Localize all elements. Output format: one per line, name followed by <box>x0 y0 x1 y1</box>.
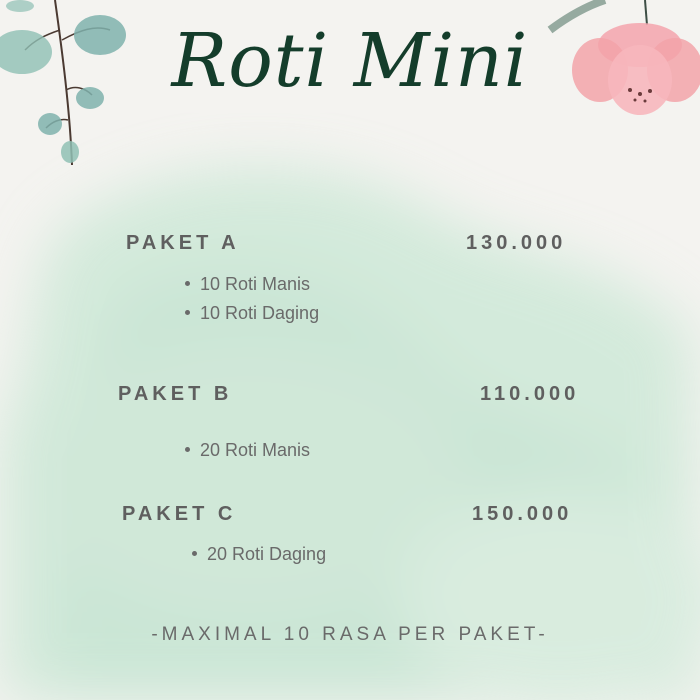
bullet-icon <box>192 551 197 556</box>
list-item: 10 Roti Daging <box>185 303 319 324</box>
bullet-icon <box>185 281 190 286</box>
page-title: Roti Mini <box>171 18 529 104</box>
list-item: 20 Roti Manis <box>185 440 310 461</box>
footer-note: -MAXIMAL 10 RASA PER PAKET- <box>151 624 549 645</box>
package-a-price: 130.000 <box>466 232 567 254</box>
bullet-icon <box>185 447 190 452</box>
list-item: 10 Roti Manis <box>185 274 310 295</box>
bullet-icon <box>185 310 190 315</box>
package-b-price: 110.000 <box>480 383 580 405</box>
package-a-name: PAKET A <box>126 232 240 254</box>
package-c-price: 150.000 <box>472 503 573 525</box>
list-item: 20 Roti Daging <box>192 544 326 565</box>
package-b-name: PAKET B <box>118 383 233 405</box>
package-c-name: PAKET C <box>122 503 237 525</box>
